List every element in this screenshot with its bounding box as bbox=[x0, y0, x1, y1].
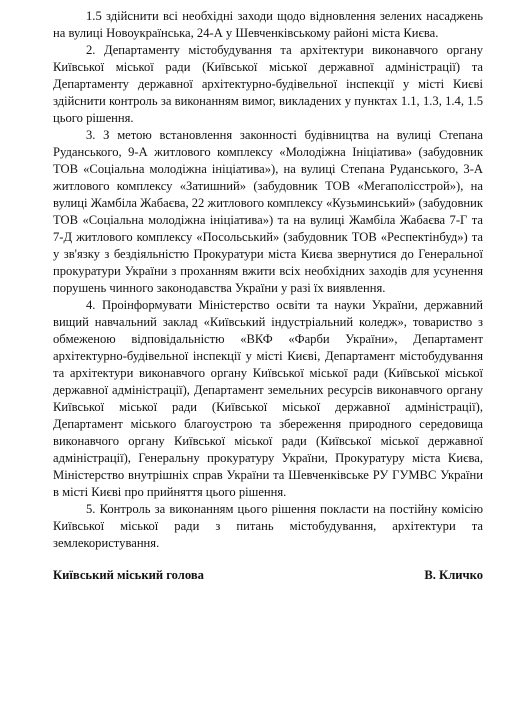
paragraph-5: 5. Контроль за виконанням цього рішення покласти на постійну комісію Київської міської ради з питань містобудування, архітектури та землекористування. bbox=[53, 502, 483, 550]
signature-block bbox=[53, 567, 483, 584]
paragraph-1-5: 1.5 здійснити всі необхідні заходи щодо відновлення зелених насаджень на вулиці Новоукраїнська, 24-А у Шевченківському районі міста Києва. bbox=[53, 9, 483, 40]
document-body bbox=[53, 8, 483, 552]
paragraph-4: 4. Проінформувати Міністерство освіти та науки України, державний вищий навчальний заклад «Київський індустріальний коледж», товариство з обмеженою відповідальністю «ВКФ «Фарби України», Департамент архітектурно-будівельної інспекції у місті Києві, Департамент містобудування та архітектури виконавчого органу Київської міської ради (Київської міської державної адміністрації), Департамент земельних ресурсів виконавчого органу Київської міської ради (Київської міської державної адміністрації), Департамент міського благоустрою та збереження природного середовища виконавчого органу Київської міської ради (Київської міської державної адміністрації), Генеральну прокуратуру України, Прокуратуру міста Києва, Міністерство внутрішніх справ України та Шевченківське РУ ГУМВС України в місті Києві про прийняття цього рішення. bbox=[53, 298, 483, 499]
paragraph-3: 3. З метою встановлення законності будівництва на вулиці Степана Руданського, 9-А житлового комплексу «Молодіжна Ініціатива» (забудовник ТОВ «Соціальна молодіжна ініціатива»), на вулиці Степана Руданського, 3-А житлового комплексу «Затишний» (забудовник ТОВ «Мегаполісстрой»), на вулиці Жамбіла Жабаєва, 22 житлового комплексу «Кузьминський» (забудовник ТОВ «Соціальна молодіжна ініціатива») та на вулиці Жамбіла Жабаєва 7-Г та 7-Д житлового комплексу «Посольський» (забудовник ТОВ «Респектінбуд») та у зв'язку з бездіяльністю Прокуратури міста Києва звернутися до Генеральної прокуратури України з проханням вжити всіх необхідних заходів для усунення порушень чинного законодавства України у разі їх виявлення. bbox=[53, 128, 483, 295]
paragraph-2: 2. Департаменту містобудування та архітектури виконавчого органу Київської міської ради (Київської міської державної адміністрації) та Департаменту державної архітектурно-будівельної інспекції у місті Києві здійснити контроль за виконанням вимог, викладених у пунктах 1.1, 1.3, 1.4, 1.5 цього рішення. bbox=[53, 43, 483, 125]
signature-position: Київський міський голова bbox=[53, 568, 204, 582]
signature-name: В. Кличко bbox=[424, 568, 483, 582]
